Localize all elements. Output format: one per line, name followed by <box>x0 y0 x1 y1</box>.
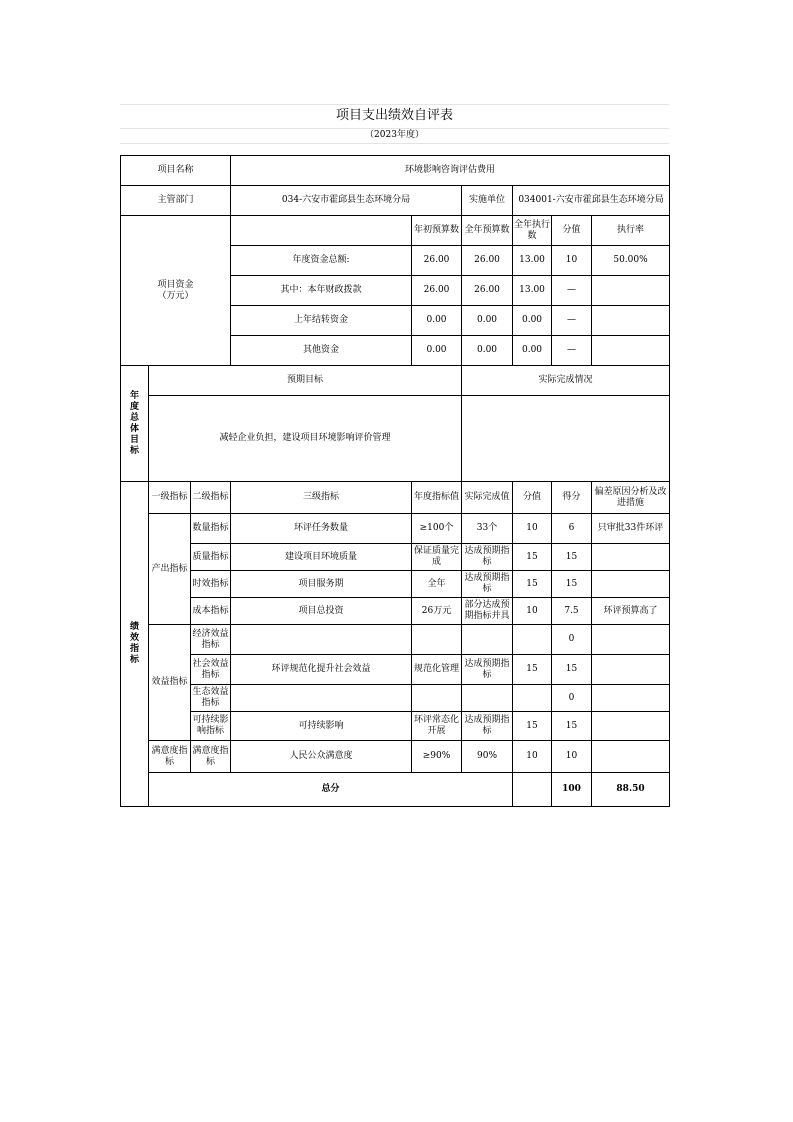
l2-cell: 时效指标 <box>191 571 231 598</box>
target-cell <box>412 685 462 712</box>
l3-cell: 项目服务期 <box>231 571 412 598</box>
funds-cell: 0.00 <box>412 336 462 366</box>
l3-cell: 环评任务数量 <box>231 514 412 544</box>
dept-value: 034-六安市霍邱县生态环境分局 <box>231 186 462 216</box>
perf-header: 一级指标 <box>149 482 191 514</box>
funds-row-name: 其他资金 <box>231 336 412 366</box>
actual-cell: 达成预期指标 <box>462 571 513 598</box>
funds-row-name: 年度资金总额: <box>231 246 412 276</box>
funds-cell: — <box>552 306 592 336</box>
unit-label: 实施单位 <box>462 186 513 216</box>
funds-cell: 0.00 <box>462 336 513 366</box>
target-cell: 保证质量完成 <box>412 544 462 571</box>
target-cell: 全年 <box>412 571 462 598</box>
project-name-label: 项目名称 <box>121 156 231 186</box>
l2-cell: 成本指标 <box>191 598 231 625</box>
funds-header: 分值 <box>552 216 592 246</box>
funds-cell <box>592 336 670 366</box>
reason-cell: 环评预算高了 <box>592 598 670 625</box>
actual-cell <box>462 685 513 712</box>
got-cell: 15 <box>552 571 592 598</box>
perf-header: 分值 <box>513 482 552 514</box>
got-cell: 0 <box>552 625 592 655</box>
funds-cell <box>592 276 670 306</box>
got-cell: 10 <box>552 741 592 773</box>
year-label: （2023年度） <box>365 130 424 140</box>
actual-cell: 达成预期指标 <box>462 712 513 741</box>
output-indicator-label: 产出指标 <box>149 514 191 625</box>
funds-cell: 13.00 <box>513 276 552 306</box>
l3-cell <box>231 625 412 655</box>
goals-label: 年 度 总 体 目 标 <box>121 366 149 482</box>
actual-cell: 33个 <box>462 514 513 544</box>
funds-header: 年初预算数 <box>412 216 462 246</box>
perf-label: 绩 效 指 标 <box>121 482 149 807</box>
funds-header: 执行率 <box>592 216 670 246</box>
total-blank <box>513 773 552 807</box>
funds-cell: — <box>552 276 592 306</box>
funds-header: 全年执行数 <box>513 216 552 246</box>
total-label: 总分 <box>149 773 513 807</box>
score-cell: 10 <box>513 598 552 625</box>
evaluation-table <box>120 155 670 807</box>
actual-cell: 部分达成预期指标并具 <box>462 598 513 625</box>
target-cell: 环评常态化开展 <box>412 712 462 741</box>
l2-cell: 质量指标 <box>191 544 231 571</box>
funds-cell: 0.00 <box>513 336 552 366</box>
perf-header: 三级指标 <box>231 482 412 514</box>
perf-header: 二级指标 <box>191 482 231 514</box>
reason-cell <box>592 544 670 571</box>
reason-cell <box>592 655 670 685</box>
score-cell: 15 <box>513 571 552 598</box>
actual-cell <box>462 625 513 655</box>
score-cell: 15 <box>513 544 552 571</box>
funds-cell: 26.00 <box>462 246 513 276</box>
perf-header: 年度指标值 <box>412 482 462 514</box>
funds-cell: 26.00 <box>412 246 462 276</box>
l2-cell: 可持续影响指标 <box>191 712 231 741</box>
got-cell: 15 <box>552 544 592 571</box>
got-cell: 15 <box>552 655 592 685</box>
dept-label: 主管部门 <box>121 186 231 216</box>
l3-cell: 建设项目环境质量 <box>231 544 412 571</box>
reason-cell <box>592 625 670 655</box>
l3-cell: 可持续影响 <box>231 712 412 741</box>
funds-row-name: 上年结转资金 <box>231 306 412 336</box>
funds-label: 项目资金 （万元） <box>121 216 231 366</box>
funds-header-blank <box>231 216 412 246</box>
funds-cell: 10 <box>552 246 592 276</box>
score-cell: 10 <box>513 514 552 544</box>
reason-cell <box>592 741 670 773</box>
funds-cell <box>592 306 670 336</box>
got-cell: 7.5 <box>552 598 592 625</box>
expected-goal-header: 预期目标 <box>149 366 462 396</box>
funds-row-name: 其中：本年财政拨款 <box>231 276 412 306</box>
perf-header: 得分 <box>552 482 592 514</box>
score-cell: 10 <box>513 741 552 773</box>
l2-cell: 社会效益指标 <box>191 655 231 685</box>
score-cell: 15 <box>513 655 552 685</box>
funds-cell: 0.00 <box>412 306 462 336</box>
reason-cell: 只审批33件环评 <box>592 514 670 544</box>
funds-header: 全年预算数 <box>462 216 513 246</box>
actual-cell: 达成预期指标 <box>462 544 513 571</box>
satisfaction-indicator-label: 满意度指标 <box>149 741 191 773</box>
total-score: 100 <box>552 773 592 807</box>
funds-cell: 26.00 <box>412 276 462 306</box>
funds-cell: 50.00% <box>592 246 670 276</box>
got-cell: 15 <box>552 712 592 741</box>
l3-cell: 人民公众满意度 <box>231 741 412 773</box>
funds-cell: 13.00 <box>513 246 552 276</box>
score-cell: 15 <box>513 712 552 741</box>
got-cell: 0 <box>552 685 592 712</box>
l3-cell: 环评规范化提升社会效益 <box>231 655 412 685</box>
l3-cell: 项目总投资 <box>231 598 412 625</box>
funds-cell: 0.00 <box>513 306 552 336</box>
expected-goal-value: 减轻企业负担，建设项目环境影响评价管理 <box>149 396 462 482</box>
target-cell <box>412 625 462 655</box>
project-name-value: 环境影响咨询评估费用 <box>231 156 670 186</box>
funds-cell: 26.00 <box>462 276 513 306</box>
perf-header: 偏差原因分析及改进措施 <box>592 482 670 514</box>
l2-cell: 生态效益指标 <box>191 685 231 712</box>
page-title: 项目支出绩效自评表 <box>335 108 453 123</box>
reason-cell <box>592 685 670 712</box>
got-cell: 6 <box>552 514 592 544</box>
actual-cell: 达成预期指标 <box>462 655 513 685</box>
funds-cell: 0.00 <box>462 306 513 336</box>
actual-cell: 90% <box>462 741 513 773</box>
funds-cell: — <box>552 336 592 366</box>
total-got: 88.50 <box>592 773 670 807</box>
score-cell <box>513 625 552 655</box>
l2-cell: 数量指标 <box>191 514 231 544</box>
reason-cell <box>592 571 670 598</box>
l2-cell: 满意度指标 <box>191 741 231 773</box>
score-cell <box>513 685 552 712</box>
target-cell: 规范化管理 <box>412 655 462 685</box>
actual-result-header: 实际完成情况 <box>462 366 670 396</box>
target-cell: ≥100个 <box>412 514 462 544</box>
reason-cell <box>592 712 670 741</box>
l2-cell: 经济效益指标 <box>191 625 231 655</box>
unit-value: 034001-六安市霍邱县生态环境分局 <box>513 186 670 216</box>
actual-result-value <box>462 396 670 482</box>
target-cell: ≥90% <box>412 741 462 773</box>
perf-header: 实际完成值 <box>462 482 513 514</box>
l3-cell <box>231 685 412 712</box>
target-cell: 26万元 <box>412 598 462 625</box>
benefit-indicator-label: 效益指标 <box>149 625 191 741</box>
